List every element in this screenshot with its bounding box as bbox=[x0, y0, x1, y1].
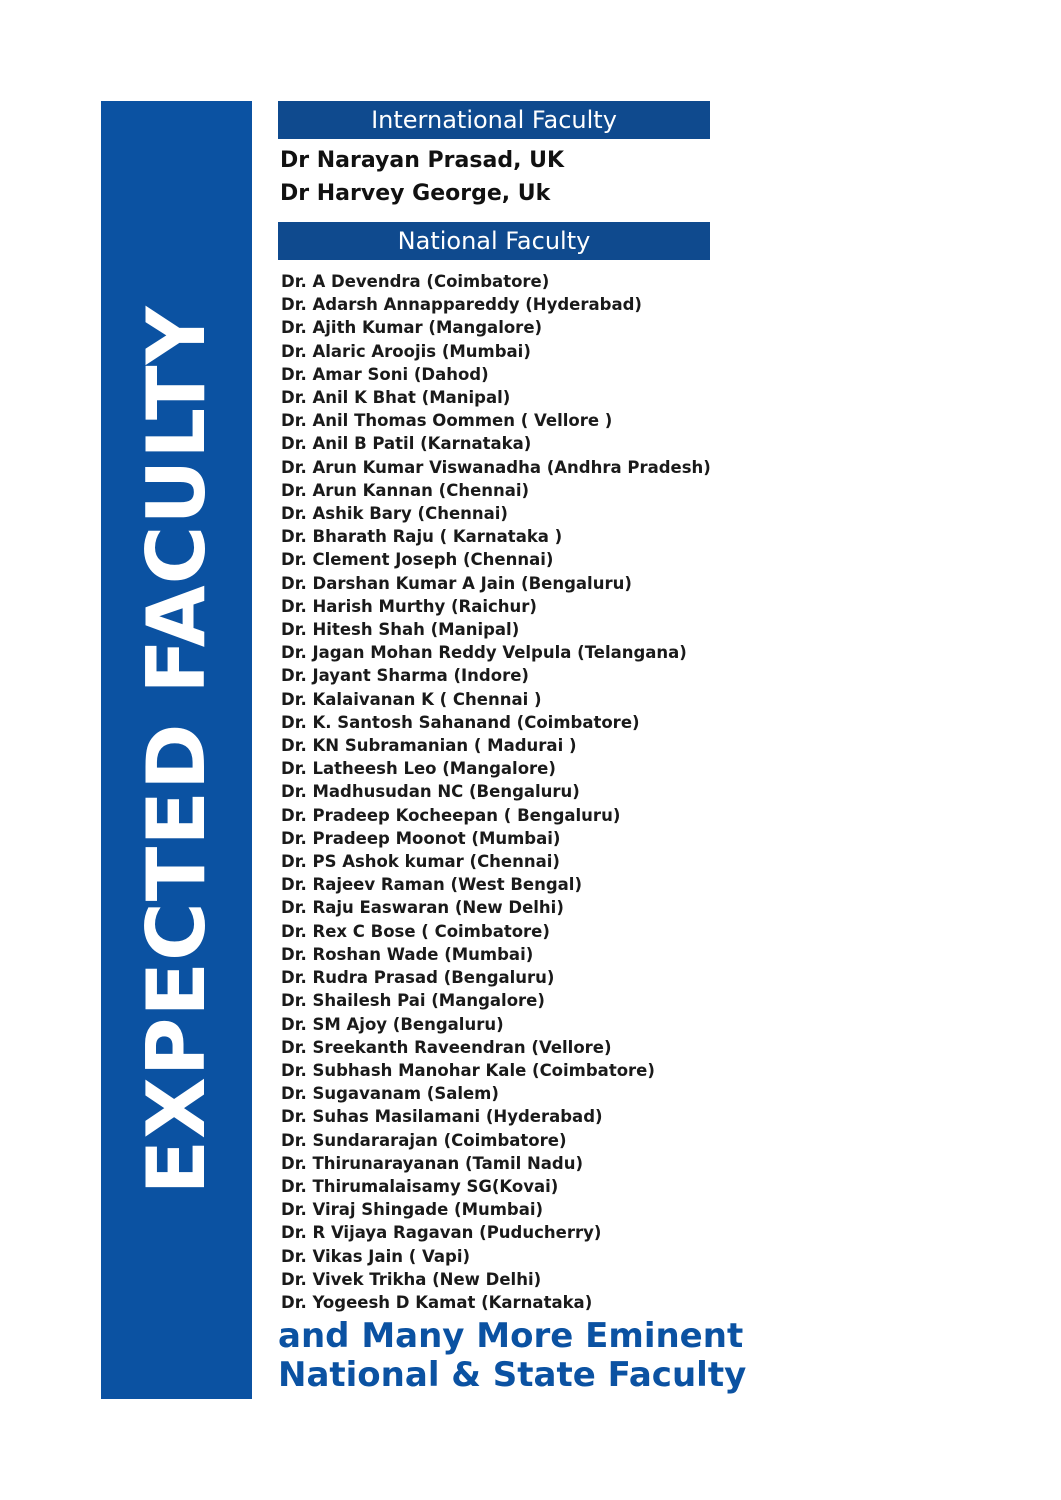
national-faculty-item: Dr. Clement Joseph (Chennai) bbox=[281, 550, 554, 570]
international-faculty-list bbox=[280, 144, 1018, 210]
national-faculty-item: Dr. Alaric Aroojis (Mumbai) bbox=[281, 341, 531, 361]
national-faculty-item: Dr. Latheesh Leo (Mangalore) bbox=[281, 759, 556, 779]
national-faculty-item: Dr. KN Subramanian ( Madurai ) bbox=[281, 736, 577, 756]
national-faculty-item: Dr. Darshan Kumar A Jain (Bengaluru) bbox=[281, 573, 632, 593]
national-faculty-item: Dr. Rajeev Raman (West Bengal) bbox=[281, 875, 582, 895]
national-faculty-item: Dr. Arun Kannan (Chennai) bbox=[281, 480, 530, 500]
national-faculty-item: Dr. Anil K Bhat (Manipal) bbox=[281, 388, 511, 408]
national-faculty-item: Dr. PS Ashok kumar (Chennai) bbox=[281, 852, 560, 872]
national-faculty-item: Dr. Rudra Prasad (Bengaluru) bbox=[281, 968, 555, 988]
national-faculty-item: Dr. Jayant Sharma (Indore) bbox=[281, 666, 529, 686]
side-title: EXPECTED FACULTY bbox=[129, 305, 223, 1195]
national-faculty-item: Dr. Shailesh Pai (Mangalore) bbox=[281, 991, 545, 1011]
national-faculty-item: Dr. Vikas Jain ( Vapi) bbox=[281, 1246, 471, 1266]
national-faculty-item: Dr. Rex C Bose ( Coimbatore) bbox=[281, 921, 550, 941]
national-faculty-item: Dr. Raju Easwaran (New Delhi) bbox=[281, 898, 564, 918]
international-faculty-item: Dr Harvey George, Uk bbox=[280, 181, 551, 206]
national-faculty-item: Dr. Viraj Shingade (Mumbai) bbox=[281, 1200, 544, 1220]
national-faculty-item: Dr. Sreekanth Raveendran (Vellore) bbox=[281, 1037, 612, 1057]
national-faculty-list bbox=[281, 270, 1018, 1314]
national-faculty-header: National Faculty bbox=[278, 222, 710, 260]
national-faculty-item: Dr. Harish Murthy (Raichur) bbox=[281, 596, 537, 616]
national-faculty-item: Dr. Hitesh Shah (Manipal) bbox=[281, 620, 520, 640]
national-faculty-item: Dr. Bharath Raju ( Karnataka ) bbox=[281, 527, 563, 547]
national-faculty-item: Dr. K. Santosh Sahanand (Coimbatore) bbox=[281, 712, 640, 732]
national-faculty-item: Dr. Pradeep Moonot (Mumbai) bbox=[281, 828, 561, 848]
national-faculty-item: Dr. Madhusudan NC (Bengaluru) bbox=[281, 782, 580, 802]
national-faculty-item: Dr. Adarsh Annappareddy (Hyderabad) bbox=[281, 295, 642, 315]
international-faculty-item: Dr Narayan Prasad, UK bbox=[280, 148, 564, 173]
national-faculty-item: Dr. Roshan Wade (Mumbai) bbox=[281, 944, 534, 964]
national-faculty-item: Dr. Anil B Patil (Karnataka) bbox=[281, 434, 532, 454]
national-faculty-item: Dr. R Vijaya Ragavan (Puducherry) bbox=[281, 1223, 602, 1243]
national-faculty-item: Dr. Thirunarayanan (Tamil Nadu) bbox=[281, 1153, 584, 1173]
faculty-content bbox=[278, 101, 1018, 1395]
national-faculty-item: Dr. Vivek Trikha (New Delhi) bbox=[281, 1269, 542, 1289]
national-faculty-item: Dr. Pradeep Kocheepan ( Bengaluru) bbox=[281, 805, 621, 825]
national-faculty-item: Dr. Suhas Masilamani (Hyderabad) bbox=[281, 1107, 603, 1127]
international-faculty-header: International Faculty bbox=[278, 101, 710, 139]
side-banner bbox=[101, 101, 252, 1399]
national-faculty-item: Dr. Sundararajan (Coimbatore) bbox=[281, 1130, 567, 1150]
national-faculty-item: Dr. Amar Soni (Dahod) bbox=[281, 364, 489, 384]
national-faculty-item: Dr. Arun Kumar Viswanadha (Andhra Pradesh) bbox=[281, 457, 711, 477]
national-faculty-item: Dr. Jagan Mohan Reddy Velpula (Telangana) bbox=[281, 643, 687, 663]
more-faculty-note: and Many More Eminent National & State Faculty bbox=[278, 1316, 747, 1396]
national-faculty-item: Dr. Yogeesh D Kamat (Karnataka) bbox=[281, 1292, 593, 1312]
national-faculty-item: Dr. Sugavanam (Salem) bbox=[281, 1084, 499, 1104]
national-faculty-item: Dr. A Devendra (Coimbatore) bbox=[281, 272, 550, 291]
national-faculty-item: Dr. Subhash Manohar Kale (Coimbatore) bbox=[281, 1060, 655, 1080]
national-faculty-item: Dr. Ashik Bary (Chennai) bbox=[281, 504, 508, 524]
national-faculty-item: Dr. Thirumalaisamy SG(Kovai) bbox=[281, 1176, 559, 1196]
national-faculty-item: Dr. Anil Thomas Oommen ( Vellore ) bbox=[281, 411, 613, 431]
national-faculty-item: Dr. Ajith Kumar (Mangalore) bbox=[281, 318, 543, 338]
national-faculty-item: Dr. SM Ajoy (Bengaluru) bbox=[281, 1014, 504, 1034]
national-faculty-item: Dr. Kalaivanan K ( Chennai ) bbox=[281, 689, 542, 709]
